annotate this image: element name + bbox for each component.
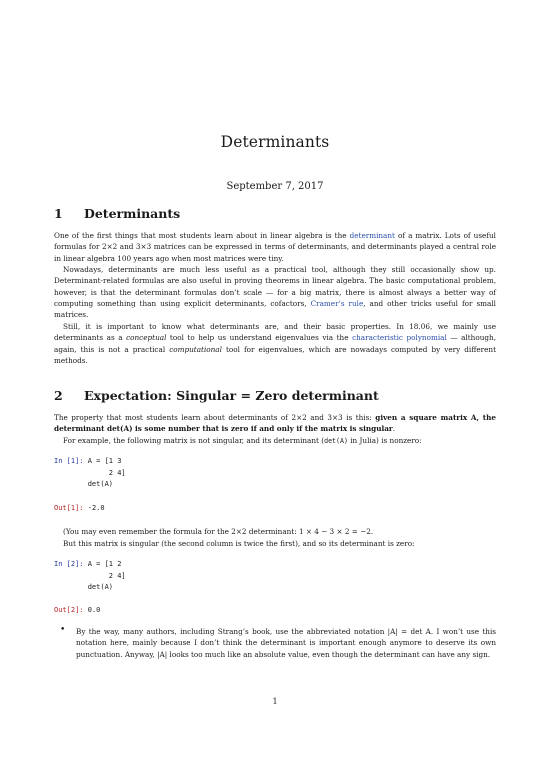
paragraph-text: . (392, 424, 396, 434)
code-cell-1-input (54, 456, 126, 491)
paragraph-text: Still, it is important to know what determinants are, and their basic properties. In 18.06, we mainly use determinants as a (54, 322, 496, 343)
out-prompt: Out[1]: (54, 504, 84, 512)
paragraph-text: , and other tricks useful for small matrices. (54, 298, 497, 319)
paragraph-text: tool for eigenvalues, which are nowadays computed by very different methods. (54, 344, 496, 365)
code-line: 2 4] (87, 468, 126, 477)
section-2-paragraph-4: But this matrix is singular (the second column is twice the first), and so its determinant is zero: (63, 539, 415, 548)
section-2-paragraph-3: (You may even remember the formula for the 2×2 determinant: 1 × 4 − 3 × 2 = −2. (63, 527, 374, 536)
paragraph-text: One of the first things that most students learn about in linear algebra is the (54, 231, 350, 240)
paragraph-text: For example, the following matrix is not singular, and its determinant ( (63, 436, 325, 445)
section-1-title: Determinants (84, 206, 181, 221)
characteristic-polynomial-link[interactable]: characteristic polynomial (352, 333, 447, 343)
code-cell-2-input (54, 559, 126, 594)
bullet-paragraph: By the way, many authors, including Strang’s book, use the abbreviated notation |A| = det A. I won’t use this notation here, mainly because I don’t think the determinant is important enough anymore to deserve its own punctuation. Anyway, |A| looks too much like an absolute value, even though the determinant can have any sign. (76, 627, 496, 659)
paragraph-text: in Julia) is nonzero: (347, 436, 422, 445)
code-line: A = [1 2 (87, 560, 122, 568)
code-line: det(A) (87, 583, 114, 591)
output-value: -2.0 (87, 504, 105, 512)
in-prompt: In [1]: (54, 457, 84, 465)
section-2-heading (54, 388, 379, 403)
section-2-title: Expectation: Singular = Zero determinant (84, 388, 379, 403)
code-line: 2 4] (87, 571, 126, 580)
inline-code: det(A) (324, 437, 348, 445)
paragraph-text: Nowadays, determinants are much less useful as a practical tool, although they still occasionally show up. Determinant-related formulas are also useful in proving theorems in linear algebra. The basic computational problem, however, is that the determinant formulas don’t scale — for a big matrix, there is almost always a better way of computing something than using explicit determinants, cofactors, (54, 265, 496, 308)
section-1-paragraph-3 (54, 321, 496, 366)
section-1-paragraph-2 (54, 264, 496, 320)
in-prompt: In [2]: (54, 560, 84, 568)
determinant-link[interactable]: determinant (349, 231, 395, 240)
section-2-paragraph-1 (54, 412, 496, 435)
section-2-number: 2 (54, 388, 63, 403)
code-cell-2-output (54, 605, 100, 617)
code-line: A = [1 3 (87, 457, 122, 465)
bullet-icon: • (60, 625, 66, 635)
code-line: det(A) (87, 480, 114, 488)
section-2-paragraph-2 (54, 435, 496, 447)
document-title: Determinants (220, 133, 330, 151)
paragraph-text: — although, again, this is not a practical (54, 333, 497, 354)
paragraph-text: tool to help us understand eigenvalues via the (166, 333, 353, 343)
output-value: 0.0 (87, 606, 101, 614)
document-date: September 7, 2017 (226, 181, 324, 192)
cramers-rule-link[interactable]: Cramer’s rule (310, 298, 364, 308)
section-1-heading (54, 206, 180, 221)
section-1-number: 1 (54, 206, 63, 221)
page-number: 1 (272, 697, 278, 706)
paragraph-text: The property that most students learn about determinants of 2×2 and 3×3 is this: (54, 413, 376, 422)
bold-statement: given a square matrix A, the determinant det(A) is some number that is zero if and only if the matrix is singular (54, 413, 496, 434)
emphasis-text: conceptual (126, 333, 167, 343)
paragraph-text: of a matrix. Lots of useful formulas for 2×2 and 3×3 matrices can be expressed in terms of determinants, and determinants played a central role in linear algebra 100 years ago when most matrices were tiny. (54, 231, 496, 263)
section-1-paragraph-1 (54, 230, 496, 264)
emphasis-text: computational (169, 344, 222, 354)
out-prompt: Out[2]: (54, 606, 84, 614)
code-cell-1-output (54, 503, 105, 515)
